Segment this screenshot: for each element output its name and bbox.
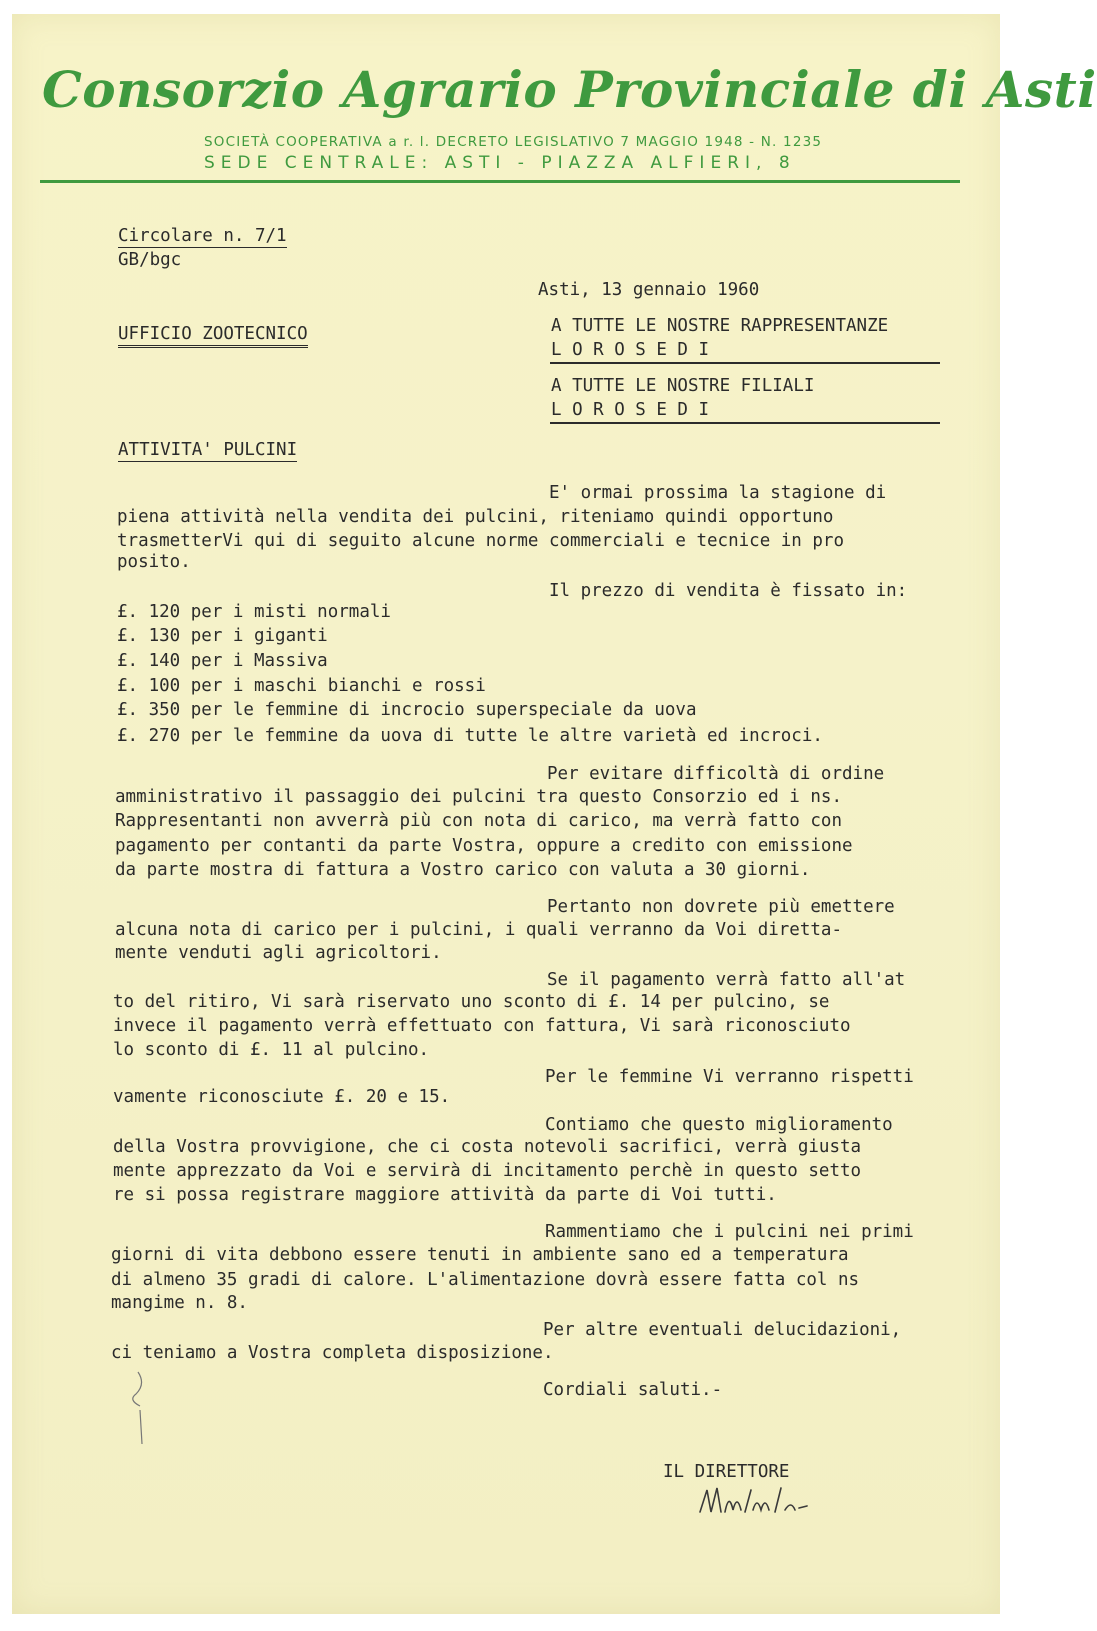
- paragraph-line: posito.: [117, 552, 191, 572]
- paragraph-line: mente venduti agli agricoltori.: [115, 943, 442, 963]
- paragraph-line: alcuna nota di carico per i pulcini, i quali verranno da Voi diretta-: [115, 920, 842, 940]
- letter-date: Asti, 13 gennaio 1960: [538, 280, 760, 300]
- paragraph-line: lo sconto di £. 11 al pulcino.: [113, 1040, 430, 1060]
- pencil-margin-mark: [118, 1370, 158, 1450]
- subject: ATTIVITA' PULCINI: [118, 440, 298, 460]
- letterhead-title: Consorzio Agrario Provinciale di Asti: [42, 60, 1097, 119]
- price-intro: Il prezzo di vendita è fissato in:: [549, 581, 908, 601]
- price-item: £. 120 per i misti normali: [117, 602, 391, 622]
- office-name: UFFICIO ZOOTECNICO: [118, 324, 308, 348]
- paragraph-line: Se il pagamento verrà fatto all'at: [547, 970, 906, 990]
- paragraph-line: trasmetterVi qui di seguito alcune norme commerciali e tecnice in pro: [117, 531, 844, 551]
- paragraph-line: piena attività nella vendita dei pulcini, riteniamo quindi opportuno: [117, 507, 834, 527]
- paragraph-line: Per le femmine Vi verranno rispetti: [545, 1067, 914, 1087]
- paragraph-line: di almeno 35 gradi di calore. L'alimentazione dovrà essere fatta col ns: [111, 1270, 860, 1290]
- paragraph-line: E' ormai prossima la stagione di: [549, 483, 887, 503]
- paragraph-line: Rappresentanti non avverrà più con nota di carico, ma verrà fatto con: [115, 811, 842, 831]
- closing-salutation: Cordiali saluti.-: [543, 1380, 723, 1400]
- paragraph-line: da parte mostra di fattura a Vostro carico con valuta a 30 giorni.: [115, 860, 811, 880]
- paragraph-line: della Vostra provvigione, che ci costa notevoli sacrifici, verrà giusta: [113, 1137, 862, 1157]
- price-item: £. 270 per le femmine da uova di tutte le altre varietà ed incroci.: [117, 726, 823, 746]
- paragraph-line: giorni di vita debbono essere tenuti in ambiente sano ed a temperatura: [111, 1245, 849, 1265]
- price-item: £. 100 per i maschi bianchi e rossi: [117, 676, 486, 696]
- paragraph-line: ci teniamo a Vostra completa disposizione.: [111, 1343, 554, 1363]
- recipient-rappresentanze-sedi: L O R O S E D I: [551, 340, 710, 360]
- price-item: £. 350 per le femmine di incrocio superspeciale da uova: [117, 700, 697, 720]
- paragraph-line: amministrativo il passaggio dei pulcini tra questo Consorzio ed i ns.: [115, 787, 842, 807]
- recipient-rule-2: [550, 422, 940, 424]
- recipient-filiali: A TUTTE LE NOSTRE FILIALI: [551, 376, 815, 396]
- recipient-rule-1: [550, 362, 940, 364]
- recipient-filiali-sedi: L O R O S E D I: [551, 400, 710, 420]
- paragraph-line: invece il pagamento verrà effettuato con fattura, Vi sarà riconosciuto: [113, 1016, 851, 1036]
- paragraph-line: to del ritiro, Vi sarà riservato uno sconto di £. 14 per pulcino, se: [113, 992, 830, 1012]
- paragraph-line: pagamento per contanti da parte Vostra, oppure a credito con emissione: [115, 836, 853, 856]
- paragraph-line: vamente riconosciute £. 20 e 15.: [113, 1087, 451, 1107]
- paragraph-line: Per altre eventuali delucidazioni,: [543, 1320, 902, 1340]
- letterhead-sede: SEDE CENTRALE: ASTI - PIAZZA ALFIERI, 8: [204, 153, 796, 173]
- paragraph-line: Per evitare difficoltà di ordine: [547, 764, 885, 784]
- paragraph-line: Contiamo che questo miglioramento: [545, 1115, 893, 1135]
- paragraph-line: mente apprezzato da Voi e servirà di incitamento perchè in questo setto: [113, 1161, 862, 1181]
- paragraph-line: re si possa registrare maggiore attività da parte di Voi tutti.: [113, 1185, 777, 1205]
- circolare-number: Circolare n. 7/1: [118, 226, 287, 246]
- price-item: £. 130 per i giganti: [117, 626, 328, 646]
- paragraph-line: mangime n. 8.: [111, 1293, 248, 1313]
- letterhead-divider: [40, 180, 960, 183]
- handwritten-signature: [695, 1482, 835, 1522]
- paragraph-line: Pertanto non dovrete più emettere: [547, 897, 895, 917]
- price-item: £. 140 per i Massiva: [117, 651, 328, 671]
- reference-initials: GB/bgc: [118, 250, 182, 270]
- signatory-title: IL DIRETTORE: [663, 1462, 790, 1482]
- paragraph-line: Rammentiamo che i pulcini nei primi: [545, 1222, 914, 1242]
- recipient-rappresentanze: A TUTTE LE NOSTRE RAPPRESENTANZE: [551, 316, 889, 336]
- letterhead-subtitle: SOCIETÀ COOPERATIVA a r. l. DECRETO LEGISLATIVO 7 MAGGIO 1948 - N. 1235: [204, 134, 823, 150]
